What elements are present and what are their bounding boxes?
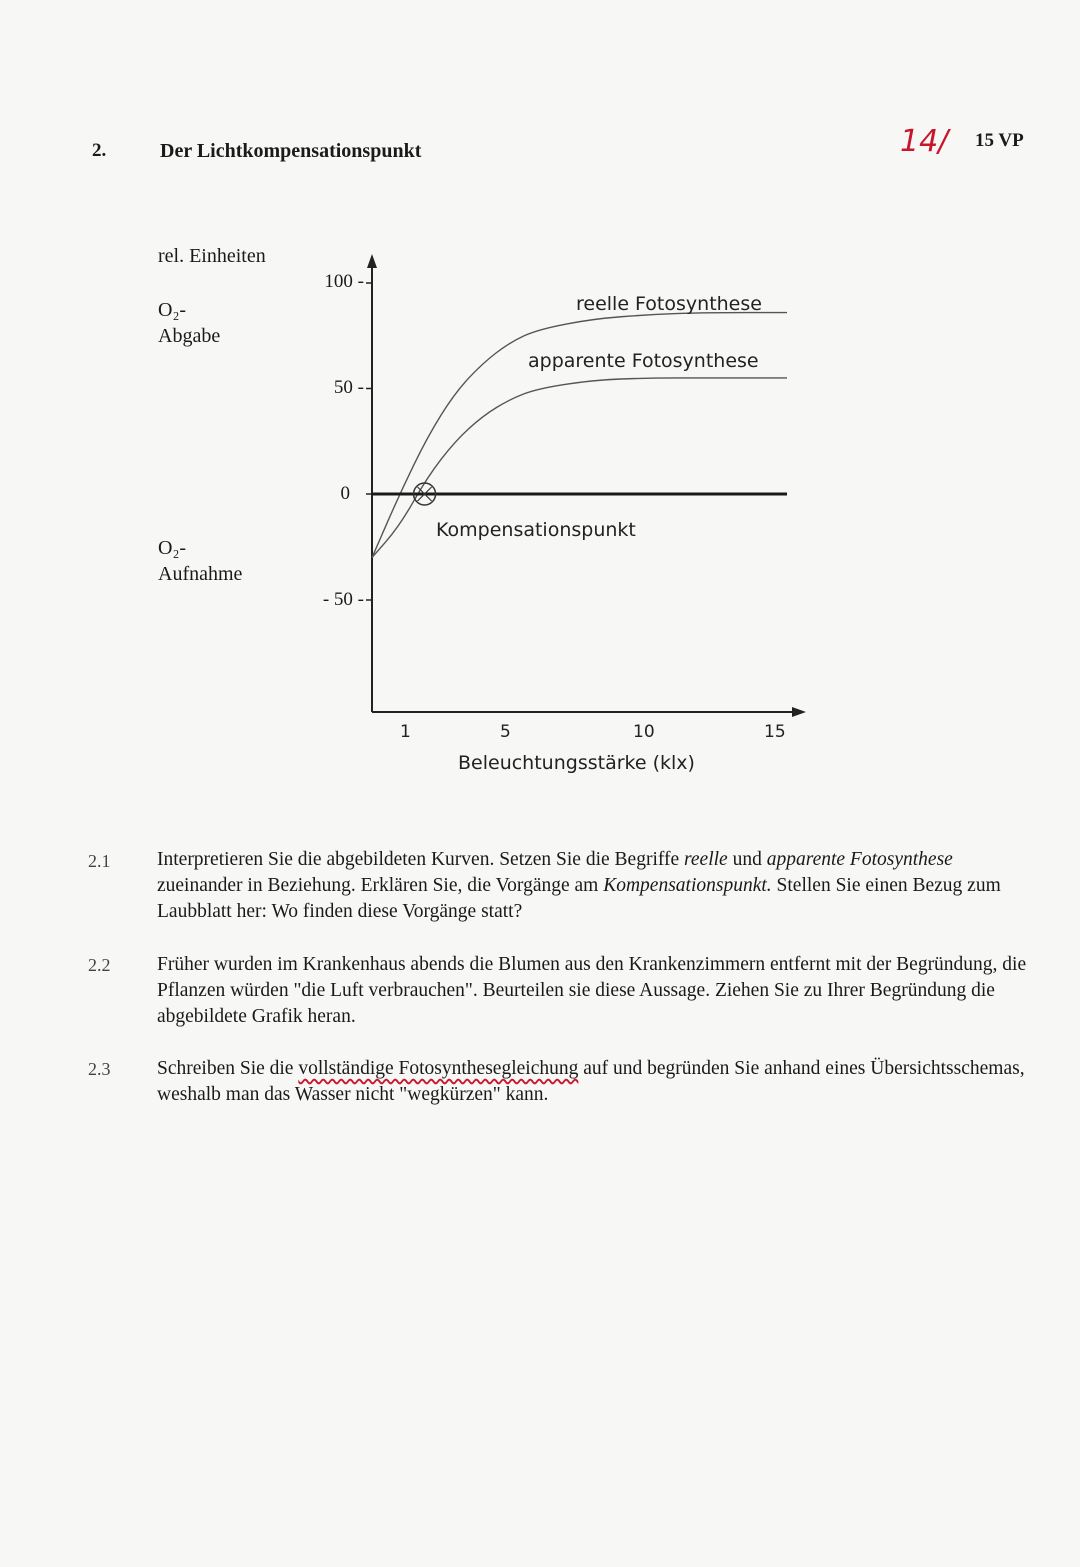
text-run: zueinander in Beziehung. Erklären Sie, die Vorgänge am [157,875,604,896]
section-title: Der Lichtkompensationspunkt [160,140,422,162]
score-total: 15 VP [975,130,1024,151]
section-number: 2. [92,140,107,161]
y-lower-label: O₂- Aufnahme [158,537,243,585]
series-label-apparente: apparente Fotosynthese [528,350,759,372]
x-axis-arrow [792,707,806,717]
series-label-reelle: reelle Fotosynthese [576,293,762,315]
text-run: Früher wurden im Krankenhaus abends die Blumen aus den Krankenzimmern entfernt mit der Begründung, die Pflanzen würden "die Luft verbrauchen". Beurteilen sie diese Aussage. Ziehen Sie zu Ihrer Begründung die abgebildete Grafik heran. [157,954,1027,1027]
x-tick-label: 10 [633,722,655,742]
question-number: 2.2 [88,955,111,975]
x-tick-label: 1 [400,722,411,742]
question-number: 2.3 [88,1059,111,1079]
question-number: 2.1 [88,851,111,871]
underlined-phrase: vollständige Fotosynthesegleichung [298,1058,579,1079]
y-tick-label: 100 - [324,271,364,292]
emphasized-term: reelle [684,849,728,870]
emphasized-term: apparente Fotosynthese [766,849,953,870]
question-text [157,847,1037,925]
x-axis-label: Beleuchtungsstärke (klx) [458,752,695,774]
question-text [157,952,1037,1030]
x-tick-label: 15 [764,722,786,742]
annotation-kompensationspunkt: Kompensationspunkt [436,519,636,541]
y-tick-label: - 50 - [322,589,364,610]
text-run: auf und begründen Sie anhand eines Übersichtsschemas, weshalb man das Wasser nicht "wegkürzen" kann. [157,1058,1025,1105]
y-upper-label: O₂- Abgabe [158,299,221,347]
text-run: Stellen Sie einen Bezug zum Laubblatt her: Wo finden diese Vorgänge statt? [157,875,1001,922]
emphasized-term: Kompensationspunkt. [603,875,772,896]
handwritten-score: 14/ [900,124,949,159]
text-run: und [727,849,767,870]
question-text [157,1056,1037,1108]
text-run: Interpretieren Sie die abgebildeten Kurven. Setzen Sie die Begriffe [157,849,685,870]
y-unit-label: rel. Einheiten [158,245,266,267]
x-tick-label: 5 [500,722,511,742]
text-run: Schreiben Sie die [157,1058,299,1079]
y-axis-arrow [367,254,377,268]
y-tick-label: 0 [340,483,350,504]
y-tick-label: 50 - [333,377,364,398]
